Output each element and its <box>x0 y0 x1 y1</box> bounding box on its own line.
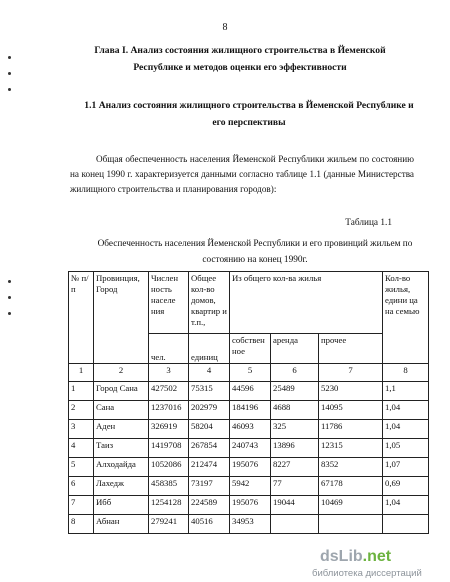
cell-owned: 5942 <box>230 477 271 496</box>
dslib-subtitle: библиотека диссертаций <box>312 568 422 579</box>
cell-per-family: 0,69 <box>383 477 429 496</box>
cell-num: 4 <box>69 439 94 458</box>
cell-rent: 77 <box>271 477 319 496</box>
column-number: 8 <box>383 364 429 382</box>
cell-per-family: 1,04 <box>383 420 429 439</box>
header-other: прочее <box>319 334 383 364</box>
cell-owned: 195076 <box>230 458 271 477</box>
cell-population: 427502 <box>149 382 189 401</box>
cell-province: Абнан <box>94 515 149 534</box>
margin-dot <box>8 56 11 59</box>
table-row <box>69 420 429 439</box>
dslib-logo: dsLib.net <box>320 548 392 565</box>
table-row <box>69 382 429 401</box>
cell-num: 3 <box>69 420 94 439</box>
header-from-total: Из общего кол-ва жилья <box>230 272 383 334</box>
margin-dot <box>8 88 11 91</box>
column-number: 1 <box>69 364 94 382</box>
cell-housing: 267854 <box>189 439 230 458</box>
cell-province: Город Сана <box>94 382 149 401</box>
cell-owned: 46093 <box>230 420 271 439</box>
margin-dot <box>8 72 11 75</box>
cell-num: 2 <box>69 401 94 420</box>
cell-owned: 195076 <box>230 496 271 515</box>
margin-dot <box>8 296 11 299</box>
cell-other: 11786 <box>319 420 383 439</box>
header-population-unit: чел. <box>149 334 189 364</box>
cell-per-family: 1,05 <box>383 439 429 458</box>
header-province: Провинция, Город <box>94 272 149 364</box>
cell-num: 8 <box>69 515 94 534</box>
cell-other: 5230 <box>319 382 383 401</box>
cell-rent: 4688 <box>271 401 319 420</box>
cell-num: 5 <box>69 458 94 477</box>
cell-rent: 8227 <box>271 458 319 477</box>
column-number: 4 <box>189 364 230 382</box>
cell-rent <box>271 515 319 534</box>
cell-housing: 75315 <box>189 382 230 401</box>
cell-province: Таиз <box>94 439 149 458</box>
cell-other: 12315 <box>319 439 383 458</box>
cell-per-family: 1,04 <box>383 496 429 515</box>
column-number-row <box>69 364 429 382</box>
table-row <box>69 401 429 420</box>
header-per-family: Кол-во жилья, едини ца на семью <box>383 272 429 364</box>
cell-housing: 58204 <box>189 420 230 439</box>
header-population: Числен ность населе ния <box>149 272 189 334</box>
table-row <box>69 477 429 496</box>
margin-dot <box>8 280 11 283</box>
cell-other: 67178 <box>319 477 383 496</box>
section-title: 1.1 Анализ состояния жилищного строительства в Йеменской Республике и его перспективы <box>84 100 414 128</box>
cell-rent: 13896 <box>271 439 319 458</box>
cell-population: 326919 <box>149 420 189 439</box>
header-housing-unit: единиц <box>189 334 230 364</box>
body-paragraph: Общая обеспеченность населения Йеменской Республики жильем по состоянию на конец 1990 г. характеризуется данными согласно таблице 1.1 (данные Министерства жилищного строительства и планирования городов): <box>70 154 414 194</box>
cell-rent: 19044 <box>271 496 319 515</box>
table-title: Обеспеченность населения Йеменской Республики и его провинций жильем по состоянию на конец 1990г. <box>97 239 413 265</box>
header-rent: аренда <box>271 334 319 364</box>
cell-other <box>319 515 383 534</box>
cell-population: 1254128 <box>149 496 189 515</box>
cell-owned: 184196 <box>230 401 271 420</box>
cell-num: 6 <box>69 477 94 496</box>
margin-dot <box>8 312 11 315</box>
cell-per-family <box>383 515 429 534</box>
table-row <box>69 496 429 515</box>
cell-per-family: 1,1 <box>383 382 429 401</box>
housing-table <box>68 271 429 534</box>
column-number: 5 <box>230 364 271 382</box>
cell-province: Ибб <box>94 496 149 515</box>
cell-housing: 224589 <box>189 496 230 515</box>
header-row <box>69 272 429 334</box>
cell-housing: 40516 <box>189 515 230 534</box>
table-row <box>69 458 429 477</box>
cell-owned: 34953 <box>230 515 271 534</box>
cell-province: Алходайда <box>94 458 149 477</box>
cell-province: Лахедж <box>94 477 149 496</box>
cell-owned: 44596 <box>230 382 271 401</box>
cell-province: Аден <box>94 420 149 439</box>
cell-other: 10469 <box>319 496 383 515</box>
cell-rent: 25489 <box>271 382 319 401</box>
cell-population: 1419708 <box>149 439 189 458</box>
cell-per-family: 1,04 <box>383 401 429 420</box>
header-housing: Общее кол-во домов, квартир и т.п., <box>189 272 230 334</box>
column-number: 2 <box>94 364 149 382</box>
cell-population: 1052086 <box>149 458 189 477</box>
dslib-watermark[interactable] <box>300 546 450 582</box>
column-number: 3 <box>149 364 189 382</box>
cell-num: 1 <box>69 382 94 401</box>
cell-population: 458385 <box>149 477 189 496</box>
cell-num: 7 <box>69 496 94 515</box>
cell-province: Сана <box>94 401 149 420</box>
cell-housing: 212474 <box>189 458 230 477</box>
table-row <box>69 439 429 458</box>
cell-population: 1237016 <box>149 401 189 420</box>
chapter-title: Глава I. Анализ состояния жилищного строительства в Йеменской Республике и методов оценки его эффективности <box>94 45 386 73</box>
table-label: Таблица 1.1 <box>345 218 392 228</box>
column-number: 6 <box>271 364 319 382</box>
cell-housing: 202979 <box>189 401 230 420</box>
column-number: 7 <box>319 364 383 382</box>
page-number: 8 <box>222 22 228 33</box>
header-num: № п/п <box>69 272 94 364</box>
cell-other: 14095 <box>319 401 383 420</box>
cell-population: 279241 <box>149 515 189 534</box>
header-owned: собствен ное <box>230 334 271 364</box>
cell-housing: 73197 <box>189 477 230 496</box>
cell-rent: 325 <box>271 420 319 439</box>
cell-other: 8352 <box>319 458 383 477</box>
cell-per-family: 1,07 <box>383 458 429 477</box>
table-row <box>69 515 429 534</box>
cell-owned: 240743 <box>230 439 271 458</box>
